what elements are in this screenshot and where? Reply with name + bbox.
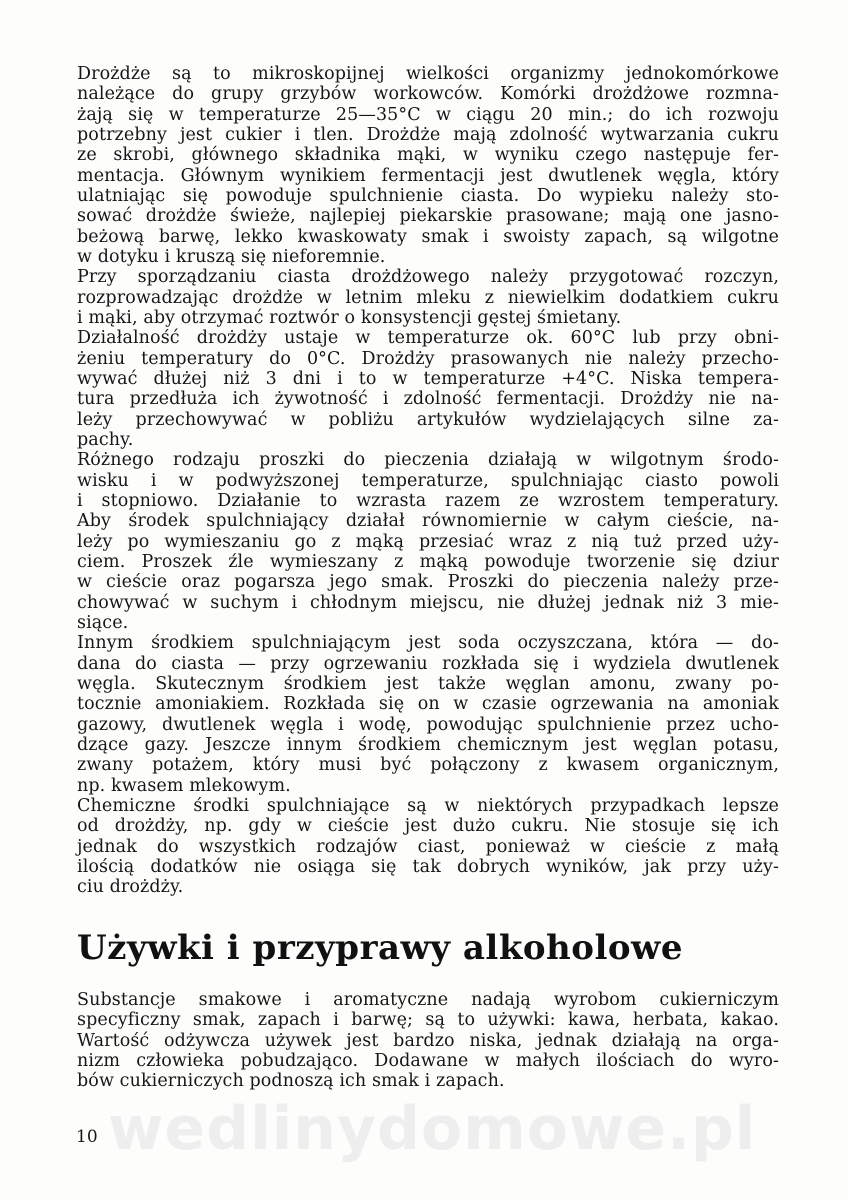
body-line: ciu drożdży.: [77, 877, 184, 897]
body-line: leży po wymieszaniu go z mąką przesiać wraz z nią tuż przed uży-: [77, 532, 779, 552]
body-line: ilością dodatków nie osiąga się tak dobrych wyników, jak przy uży-: [77, 857, 779, 877]
body-line: dzące gazy. Jeszcze innym środkiem chemicznym jest węglan potasu,: [77, 735, 779, 755]
section-line: Substancje smakowe i aromatyczne nadają wyrobom cukierniczym: [77, 990, 779, 1010]
body-line: siące.: [77, 613, 129, 633]
page-number: 10: [76, 1127, 98, 1147]
section-line: bów cukierniczych podnoszą ich smak i zapach.: [77, 1071, 505, 1091]
body-line: ulatniając się powoduje spulchnienie ciasta. Do wypieku należy sto-: [77, 186, 779, 206]
body-line: należące do grupy grzybów workowców. Komórki drożdżowe rozmna-: [77, 84, 779, 104]
body-line: ze skrobi, głównego składnika mąki, w wyniku czego następuje fer-: [77, 145, 779, 165]
body-line: żają się w temperaturze 25—35°C w ciągu 20 min.; do ich rozwoju: [77, 105, 779, 125]
body-line: potrzebny jest cukier i tlen. Drożdże mają zdolność wytwarzania cukru: [77, 125, 779, 145]
body-line: i stopniowo. Działanie to wzrasta razem ze wzrostem temperatury.: [77, 491, 779, 511]
body-line: gazowy, dwutlenek węgla i wodę, powodując spulchnienie przez ucho-: [77, 715, 779, 735]
body-line: Przy sporządzaniu ciasta drożdżowego należy przygotować rozczyn,: [77, 267, 779, 287]
body-line: jednak do wszystkich rodzajów ciast, ponieważ w cieście z małą: [77, 837, 779, 857]
body-line: w cieście oraz pogarsza jego smak. Proszki do pieczenia należy prze-: [77, 572, 779, 592]
body-line: Aby środek spulchniający działał równomiernie w całym cieście, na-: [77, 511, 779, 531]
body-line: od drożdży, np. gdy w cieście jest dużo cukru. Nie stosuje się ich: [77, 816, 779, 836]
body-line: Drożdże są to mikroskopijnej wielkości organizmy jednokomórkowe: [77, 64, 779, 84]
section-line: nizm człowieka pobudzająco. Dodawane w małych ilościach do wyro-: [77, 1051, 779, 1071]
body-line: i mąki, aby otrzymać roztwór o konsystencji gęstej śmietany.: [77, 308, 622, 328]
body-line: Innym środkiem spulchniającym jest soda oczyszczana, która — do-: [77, 633, 779, 653]
section-line: Wartość odżywcza używek jest bardzo niska, jednak działają na orga-: [77, 1031, 779, 1051]
body-line: np. kwasem mlekowym.: [77, 776, 291, 796]
body-line: wisku i w podwyższonej temperaturze, spulchniając ciasto powoli: [77, 471, 779, 491]
body-line: Działalność drożdży ustaje w temperaturze ok. 60°C lub przy obni-: [77, 328, 779, 348]
body-line: ciem. Proszek źle wymieszany z mąką powoduje tworzenie się dziur: [77, 552, 779, 572]
body-line: sować drożdże świeże, najlepiej piekarskie prasowane; mają one jasno-: [77, 206, 779, 226]
body-line: w dotyku i kruszą się nieforemnie.: [77, 247, 386, 267]
body-line: Chemiczne środki spulchniające są w niektórych przypadkach lepsze: [77, 796, 779, 816]
body-line: chowywać w suchym i chłodnym miejscu, nie dłużej jednak niż 3 mie-: [77, 593, 779, 613]
body-line: Różnego rodzaju proszki do pieczenia działają w wilgotnym środo-: [77, 450, 779, 470]
body-line: pachy.: [77, 430, 134, 450]
section-heading: Używki i przyprawy alkoholowe: [77, 928, 683, 968]
body-line: węgla. Skutecznym środkiem jest także węglan amonu, zwany po-: [77, 674, 779, 694]
body-line: leży przechowywać w pobliżu artykułów wydzielających silne za-: [77, 410, 779, 430]
body-line: wywać dłużej niż 3 dni i to w temperaturze +4°C. Niska tempera-: [77, 369, 779, 389]
watermark: wedlinydomowe.pl: [108, 1094, 757, 1164]
body-line: beżową barwę, lekko kwaskowaty smak i swoisty zapach, są wilgotne: [77, 227, 779, 247]
body-line: zwany potażem, który musi być połączony z kwasem organicznym,: [77, 755, 779, 775]
body-line: dana do ciasta — przy ogrzewaniu rozkłada się i wydziela dwutlenek: [77, 654, 779, 674]
body-line: tocznie amoniakiem. Rozkłada się on w czasie ogrzewania na amoniak: [77, 694, 779, 714]
body-line: mentacja. Głównym wynikiem fermentacji jest dwutlenek węgla, który: [77, 166, 779, 186]
body-line: tura przedłuża ich żywotność i zdolność fermentacji. Drożdży nie na-: [77, 389, 779, 409]
body-line: żeniu temperatury do 0°C. Drożdży prasowanych nie należy przecho-: [77, 349, 779, 369]
body-line: rozprowadzając drożdże w letnim mleku z niewielkim dodatkiem cukru: [77, 288, 779, 308]
section-line: specyficzny smak, zapach i barwę; są to używki: kawa, herbata, kakao.: [77, 1010, 779, 1030]
